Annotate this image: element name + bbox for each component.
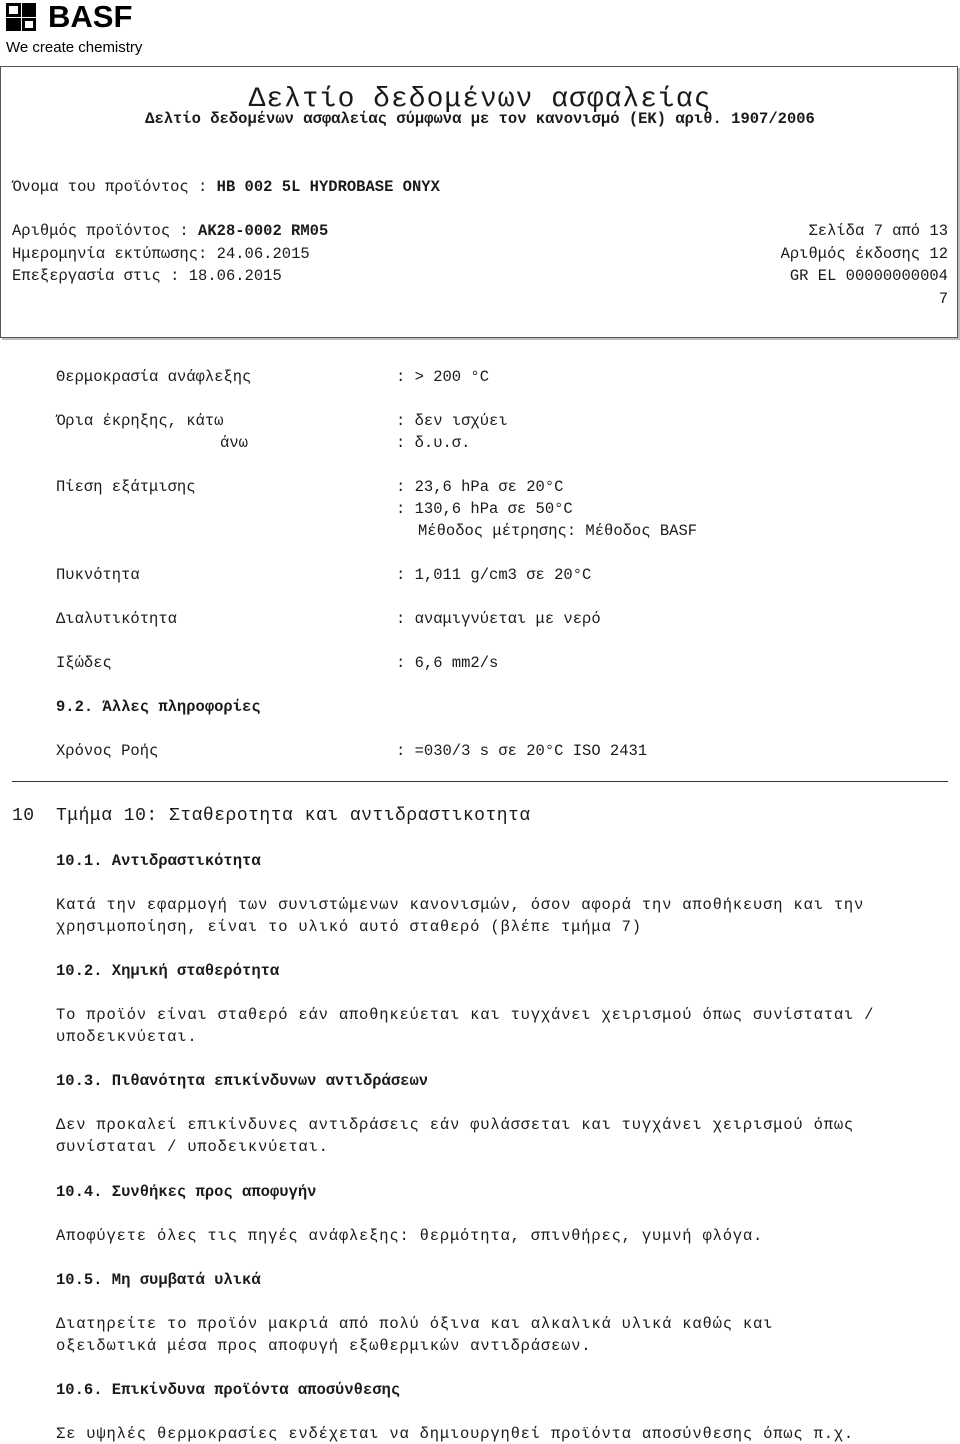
property-label: Πυκνότητα xyxy=(56,566,140,584)
section-divider xyxy=(12,781,948,782)
property-label: Χρόνος Ροής xyxy=(56,742,159,760)
product-name-label: Όνομα του προϊόντος : xyxy=(12,178,208,196)
property-value: : 23,6 hPa σε 20°C xyxy=(396,478,564,496)
version-info: Αριθμός έκδοσης 12 xyxy=(780,245,948,263)
property-value: : αναμιγνύεται με νερό xyxy=(396,610,601,628)
paragraph-line: Σε υψηλές θερμοκρασίες ενδέχεται να δημιουργηθεί προϊόντα αποσύνθεσης όπως π.χ. xyxy=(56,1425,855,1443)
property-value: : 1,011 g/cm3 σε 20°C xyxy=(396,566,592,584)
property-label: Ιξώδες xyxy=(56,654,112,672)
property-value: : δεν ισχύει xyxy=(396,412,508,430)
property-value: : 6,6 mm2/s xyxy=(396,654,499,672)
subsection-heading: 10.2. Χημική σταθερότητα xyxy=(56,962,280,980)
paragraph-line: χρησιμοποίηση, είναι το υλικό αυτό σταθερό (βλέπε τμήμα 7) xyxy=(56,918,642,936)
paragraph-line: Κατά την εφαρμογή των συνιστώμενων κανονισμών, όσον αφορά την αποθήκευση και την xyxy=(56,896,865,914)
paragraph-line: Δεν προκαλεί επικίνδυνες αντιδράσεις εάν φυλάσσεται και τυγχάνει χειρισμού όπως xyxy=(56,1116,855,1134)
document-subtitle: Δελτίο δεδομένων ασφαλείας σύμφωνα με τον κανονισμό (ΕΚ) αριθ. 1907/2006 xyxy=(145,110,815,128)
document-title: Δελτίο δεδομένων ασφαλείας xyxy=(248,84,712,115)
revised-date-value: 18.06.2015 xyxy=(188,267,282,285)
subsection-heading: 10.3. Πιθανότητα επικίνδυνων αντιδράσεων xyxy=(56,1072,429,1090)
property-value: : > 200 °C xyxy=(396,368,490,386)
property-label: Θερμοκρασία ανάφλεξης xyxy=(56,368,252,386)
subsection-heading: 10.5. Μη συμβατά υλικά xyxy=(56,1271,261,1289)
product-name-row xyxy=(12,178,440,196)
subsection-heading: 9.2. Άλλες πληροφορίες xyxy=(56,698,261,716)
property-value: : =030/3 s σε 20°C ISO 2431 xyxy=(396,742,648,760)
subsection-heading: 10.1. Αντιδραστικότητα xyxy=(56,852,261,870)
property-value: : δ.υ.σ. xyxy=(396,434,471,452)
paragraph-line: υποδεικνύεται. xyxy=(56,1028,198,1046)
revised-date-label: Επεξεργασία στις : xyxy=(12,267,180,285)
product-number-value: AK28-0002 RM05 xyxy=(198,222,329,240)
print-date-label: Ημερομηνία εκτύπωσης: xyxy=(12,245,208,263)
product-number-row xyxy=(12,222,328,240)
brand-tagline: We create chemistry xyxy=(6,39,143,56)
document-code: GR EL 00000000004 xyxy=(789,267,948,285)
basf-squares-icon xyxy=(6,3,44,31)
basf-logo xyxy=(6,2,142,56)
property-label: Πίεση εξάτμισης xyxy=(56,478,196,496)
paragraph-line: συνίσταται / υποδεικνύεται. xyxy=(56,1138,329,1156)
product-name-value: HB 002 5L HYDROBASE ONYX xyxy=(216,178,440,196)
property-value: : 130,6 hPa σε 50°C xyxy=(396,500,573,518)
product-number-label: Αριθμός προϊόντος : xyxy=(12,222,189,240)
brand-name: BASF xyxy=(48,0,133,34)
paragraph-line: Αποφύγετε όλες τις πηγές ανάφλεξης: θερμότητα, σπινθήρες, γυμνή φλόγα. xyxy=(56,1227,764,1245)
property-value: Μέθοδος μέτρησης: Μέθοδος BASF xyxy=(418,522,698,540)
subsection-heading: 10.6. Επικίνδυνα προϊόντα αποσύνθεσης xyxy=(56,1381,401,1399)
section-number: 10 xyxy=(12,806,35,826)
paragraph-line: Διατηρείτε το προϊόν μακριά από πολύ όξινα και αλκαλικά υλικά καθώς και xyxy=(56,1315,774,1333)
revised-date-row xyxy=(12,267,282,285)
page-info: Σελίδα 7 από 13 xyxy=(808,222,948,240)
print-date-row xyxy=(12,245,310,263)
print-date-value: 24.06.2015 xyxy=(216,245,310,263)
subsection-heading: 10.4. Συνθήκες προς αποφυγήν xyxy=(56,1183,317,1201)
paragraph-line: οξειδωτικά μέσα προς αποφυγή εξωθερμικών αντιδράσεων. xyxy=(56,1337,592,1355)
document-code-continued: 7 xyxy=(938,290,948,308)
section-title: Τμήμα 10: Σταθεροτητα και αντιδραστικοτητα xyxy=(56,806,531,826)
property-label: άνω xyxy=(220,434,248,452)
property-label: Όρια έκρηξης, κάτω xyxy=(56,412,224,430)
property-label: Διαλυτικότητα xyxy=(56,610,177,628)
paragraph-line: Το προϊόν είναι σταθερό εάν αποθηκεύεται και τυγχάνει χειρισμού όπως συνίσταται / xyxy=(56,1006,875,1024)
